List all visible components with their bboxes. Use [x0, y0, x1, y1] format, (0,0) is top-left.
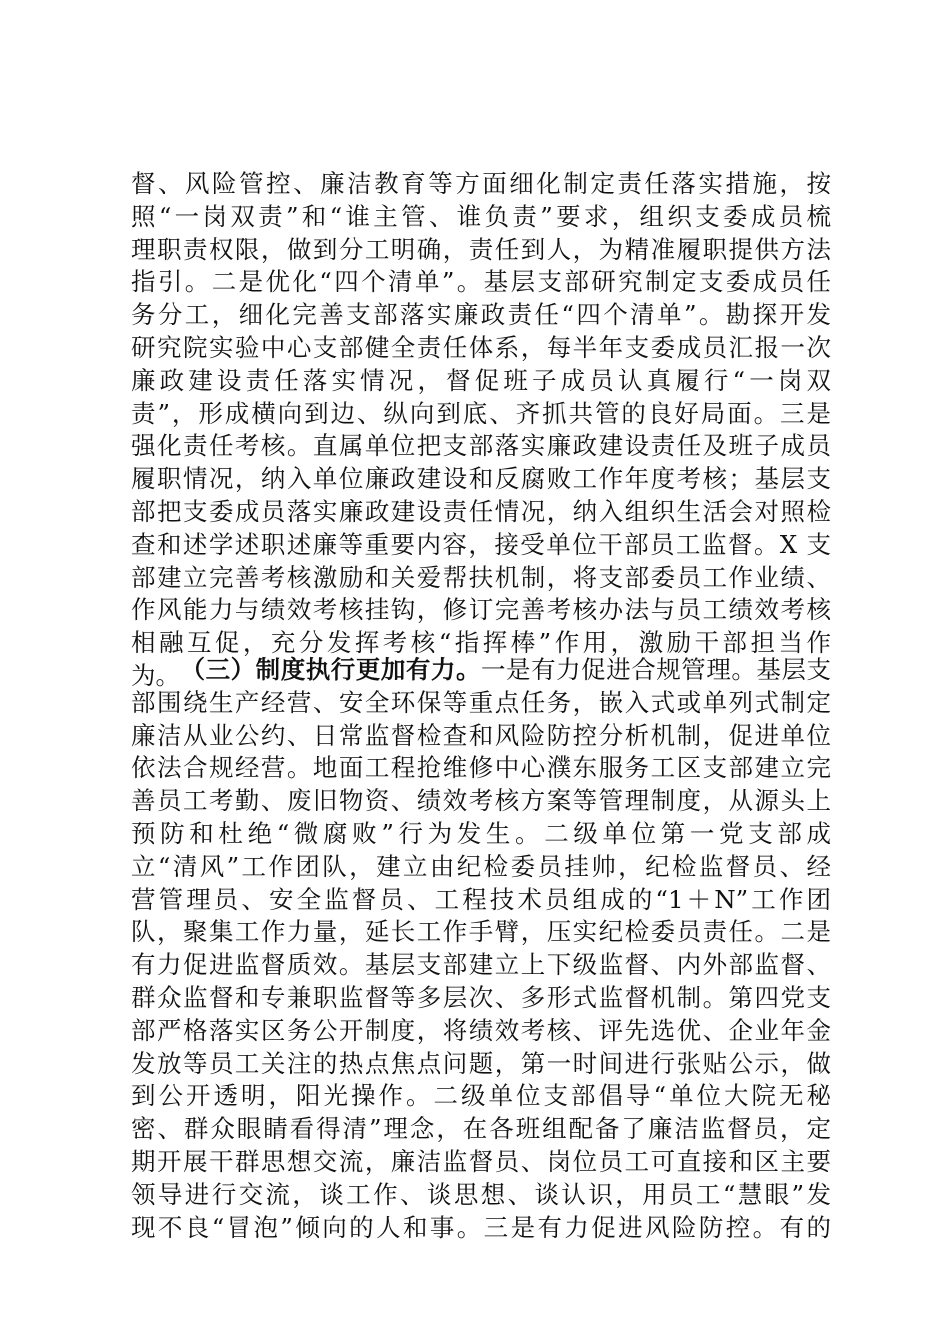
text-line: 研究院实验中心支部健全责任体系，每半年支委成员汇报一次	[131, 332, 831, 362]
text-line: 理职责权限，做到分工明确，责任到人，为精准履职提供方法	[131, 234, 831, 264]
text-line-first	[131, 654, 831, 687]
text-line: 部建立完善考核激励和关爱帮扶机制，将支部委员工作业绩、	[131, 562, 831, 592]
text-line: 领导进行交流，谈工作、谈思想、谈认识，用员工“慧眼”发	[131, 1179, 831, 1209]
section-heading: （三）制度执行更加有力。	[180, 655, 481, 684]
text-line: 队，聚集工作力量，延长工作手臂，压实纪检委员责任。二是	[131, 917, 831, 947]
text-line: 期开展干群思想交流，廉洁监督员、岗位员工可直接和区主要	[131, 1146, 831, 1176]
text-line: 作风能力与绩效考核挂钩，修订完善考核办法与员工绩效考核	[131, 595, 831, 625]
text-line: 责”，形成横向到边、纵向到底、齐抓共管的良好局面。三是	[131, 398, 831, 428]
text-line: 指引。二是优化“四个清单”。基层支部研究制定支委成员任	[131, 267, 831, 297]
text-line: 查和述学述职述廉等重要内容，接受单位干部员工监督。X 支	[131, 529, 831, 559]
text-line: 发放等员工关注的热点焦点问题，第一时间进行张贴公示，做	[131, 1048, 831, 1078]
text-line: 立“清风”工作团队，建立由纪检委员挂帅，纪检监督员、经	[131, 851, 831, 881]
text-line: 廉政建设责任落实情况，督促班子成员认真履行“一岗双	[131, 365, 831, 395]
text-line: 为。	[131, 660, 180, 690]
text-line: 营管理员、安全监督员、工程技术员组成的“1＋N”工作团	[131, 884, 831, 914]
text-line: 到公开透明，阳光操作。二级单位支部倡导“单位大院无秘	[131, 1081, 831, 1111]
paragraph-1	[131, 168, 831, 693]
text-line: 廉洁从业公约、日常监督检查和风险防控分析机制，促进单位	[131, 720, 831, 750]
text-line: 部严格落实区务公开制度，将绩效考核、评先选优、企业年金	[131, 1015, 831, 1045]
text-line: 照“一岗双责”和“谁主管、谁负责”要求，组织支委成员梳	[131, 201, 831, 231]
text-line: 履职情况，纳入单位廉政建设和反腐败工作年度考核；基层支	[131, 464, 831, 494]
text-line: 群众监督和专兼职监督等多层次、多形式监督机制。第四党支	[131, 982, 831, 1012]
text-line: 依法合规经营。地面工程抢维修中心濮东服务工区支部建立完	[131, 753, 831, 783]
text-line: 现不良“冒泡”倾向的人和事。三是有力促进风险防控。有的	[131, 1212, 831, 1242]
text-line: 强化责任考核。直属单位把支部落实廉政建设责任及班子成员	[131, 431, 831, 461]
text-line: 相融互促，充分发挥考核“指挥棒”作用，激励干部担当作	[131, 628, 831, 658]
text-line: 部把支委成员落实廉政建设责任情况，纳入组织生活会对照检	[131, 496, 831, 526]
text-line: 善员工考勤、废旧物资、绩效考核方案等管理制度，从源头上	[131, 786, 831, 816]
paragraph-2	[131, 654, 831, 1244]
text-line: 督、风险管控、廉洁教育等方面细化制定责任落实措施，按	[131, 169, 831, 198]
text-line: 密、群众眼睛看得清”理念，在各班组配备了廉洁监督员，定	[131, 1114, 831, 1144]
text-line: 部围绕生产经营、安全环保等重点任务，嵌入式或单列式制定	[131, 687, 831, 717]
text-line: 务分工，细化完善支部落实廉政责任“四个清单”。勘探开发	[131, 300, 831, 330]
text-line: 有力促进监督质效。基层支部建立上下级监督、内外部监督、	[131, 950, 831, 980]
text-line: 预防和杜绝“微腐败”行为发生。二级单位第一党支部成	[131, 818, 831, 848]
text-run: 一是有力促进合规管理。基层支	[481, 655, 831, 684]
